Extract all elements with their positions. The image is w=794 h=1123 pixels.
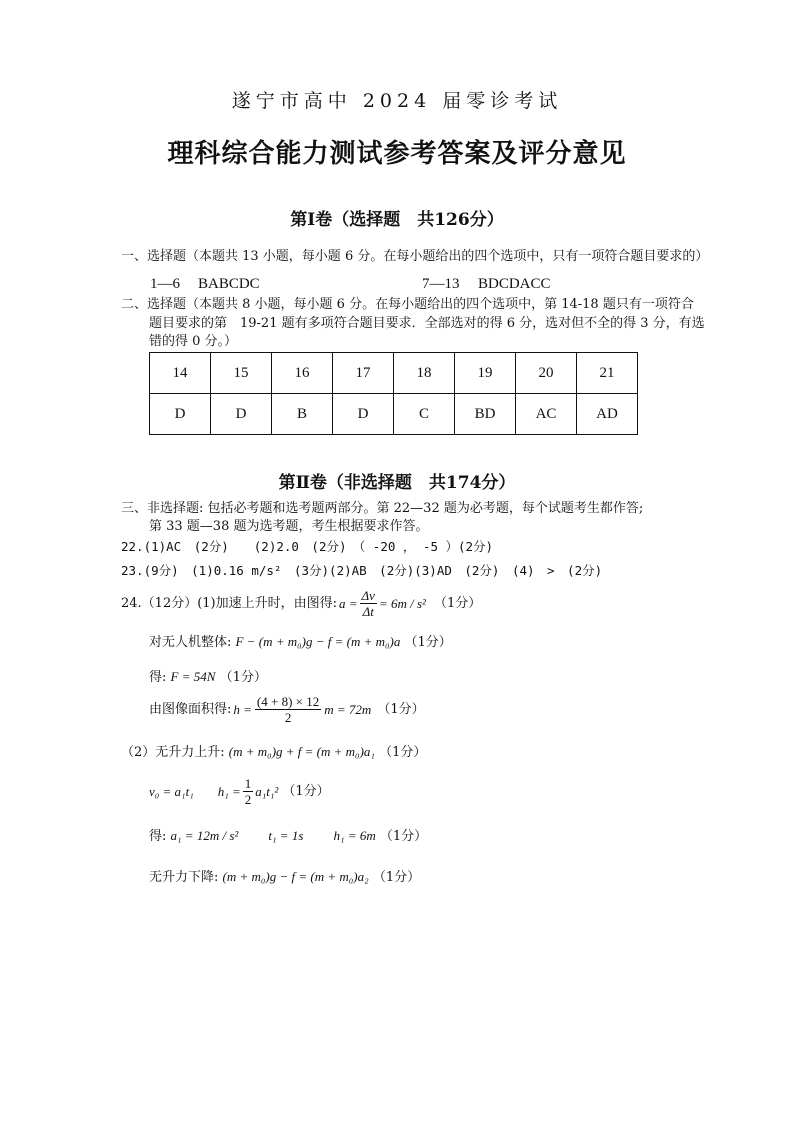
document-title: 理科综合能力测试参考答案及评分意见 (167, 139, 627, 169)
mc2-intro-line2: 题目要求的第 19-21 题有多项符合题目要求．全部选对的得 6 分，选对但不全的得 3 分，有选 (149, 316, 705, 331)
h1-lhs: h₁ = (217, 783, 241, 799)
area-fraction (255, 694, 321, 725)
mc2-intro-line1: 二、选择题（本题共 8 小题，每小题 6 分。在每小题给出的四个选项中，第 14-18 题只有一项符合 (121, 297, 694, 312)
score: （1分） (404, 635, 452, 650)
score: （1分） (433, 595, 482, 611)
force-result: F = 54N (170, 669, 216, 684)
table-cell: AD (577, 394, 638, 435)
h1-result: h₁ = 6m (333, 828, 376, 843)
table-cell: 16 (272, 353, 333, 394)
fall-equation: (m + m₀)g − f = (m + m₀)a₂ (222, 869, 369, 884)
q24-whole-body-line (149, 633, 452, 652)
free-response-intro-line2: 第 33 题—38 题为选考题，考生根据要求作答。 (149, 519, 429, 534)
answer-range-1: 1—6 (150, 276, 180, 292)
table-cell: AC (516, 394, 577, 435)
q24-results-line (149, 827, 427, 846)
table-cell: C (394, 394, 455, 435)
accel-result: = 6m / s² (378, 595, 426, 611)
table-cell: D (150, 394, 211, 435)
q24-intro: 24.（12分）(1)加速上升时，由图得: (121, 595, 338, 611)
fraction-numerator: 1 (244, 776, 252, 791)
fraction-denominator: 2 (244, 792, 252, 807)
table-cell: B (272, 394, 333, 435)
score: （1分） (379, 829, 428, 844)
q24-fall-line (149, 868, 420, 887)
table-cell: D (333, 394, 394, 435)
score: （1分） (372, 870, 421, 885)
results-label: 得: (149, 829, 167, 844)
part2-heading: 第Ⅱ卷（非选择题 共174分） (278, 473, 516, 493)
v0-equation: v₀ = a₁t₁ (149, 783, 194, 799)
q24-area-line (149, 694, 425, 725)
table-cell: 18 (394, 353, 455, 394)
table-cell: 15 (211, 353, 272, 394)
q23-answer: 23.(9分) (1)0.16 m/s² (3分)(2)AB (2分)(3)AD (2分) (4) > (2分) (121, 563, 603, 578)
q24-force-line (149, 668, 267, 687)
t1-result: t₁ = 1s (268, 828, 304, 843)
delta-v-over-delta-t (360, 588, 377, 619)
q22-answer: 22.(1)AC (2分) (2)2.0 (2分) （ -20 ， -5 ）(2分) (121, 539, 494, 554)
mc2-intro-line3: 错的得 0 分。） (149, 334, 238, 349)
var-a: a = (339, 595, 358, 611)
mc-section-intro: 一、选择题（本题共 13 小题，每小题 6 分。在每小题给出的四个选项中，只有一项符合题目要求的） (121, 249, 709, 264)
answers-7-13: BDCDACC (478, 276, 551, 292)
q24-kinematics-line (149, 776, 330, 807)
answer-range-2: 7—13 (422, 276, 460, 292)
one-half-fraction (243, 776, 254, 807)
score: （1分） (282, 783, 330, 799)
q24-accel-line (121, 588, 481, 619)
fraction-denominator: 2 (284, 710, 292, 725)
table-cell: D (211, 394, 272, 435)
table-cell: 21 (577, 353, 638, 394)
table-cell: 20 (516, 353, 577, 394)
score: （1分） (377, 701, 425, 717)
score: （1分） (219, 670, 267, 685)
free-response-intro-line1: 三、非选择题: 包括必考题和选考题两部分。第 22—32 题为必考题，每个试题考生都作答; (121, 501, 644, 516)
h1-rhs: a₁t₁² (255, 783, 279, 799)
fraction-denominator: Δt (362, 604, 374, 619)
whole-body-equation: F − (m + m₀)g − f = (m + m₀)a (235, 634, 401, 649)
fall-label: 无升力下降: (149, 870, 219, 885)
table-cell: 19 (455, 353, 516, 394)
area-lhs: h = (233, 701, 252, 717)
a1-result: a₁ = 12m / s² (170, 828, 239, 843)
score: （1分） (379, 745, 427, 760)
answer-table (149, 352, 638, 435)
whole-body-label: 对无人机整体: (149, 635, 232, 650)
rise-label: （2）无升力上升: (121, 745, 225, 760)
answers-1-6: BABCDC (198, 276, 260, 292)
force-label: 得: (149, 670, 167, 685)
table-cell: BD (455, 394, 516, 435)
part1-heading: 第Ⅰ卷（选择题 共126分） (290, 210, 504, 230)
table-row-numbers (150, 353, 638, 394)
table-cell: 14 (150, 353, 211, 394)
q24-part2-rise-line (121, 743, 426, 762)
table-cell: 17 (333, 353, 394, 394)
area-result: m = 72m (324, 701, 372, 717)
fraction-numerator: (4 + 8) × 12 (256, 694, 320, 709)
school-exam-title: 遂宁市高中 2024 届零诊考试 (231, 90, 563, 112)
rise-equation: (m + m₀)g + f = (m + m₀)a₁ (228, 744, 375, 759)
table-row-answers (150, 394, 638, 435)
fraction-numerator: Δv (361, 588, 375, 603)
area-label: 由图像面积得: (149, 701, 232, 717)
